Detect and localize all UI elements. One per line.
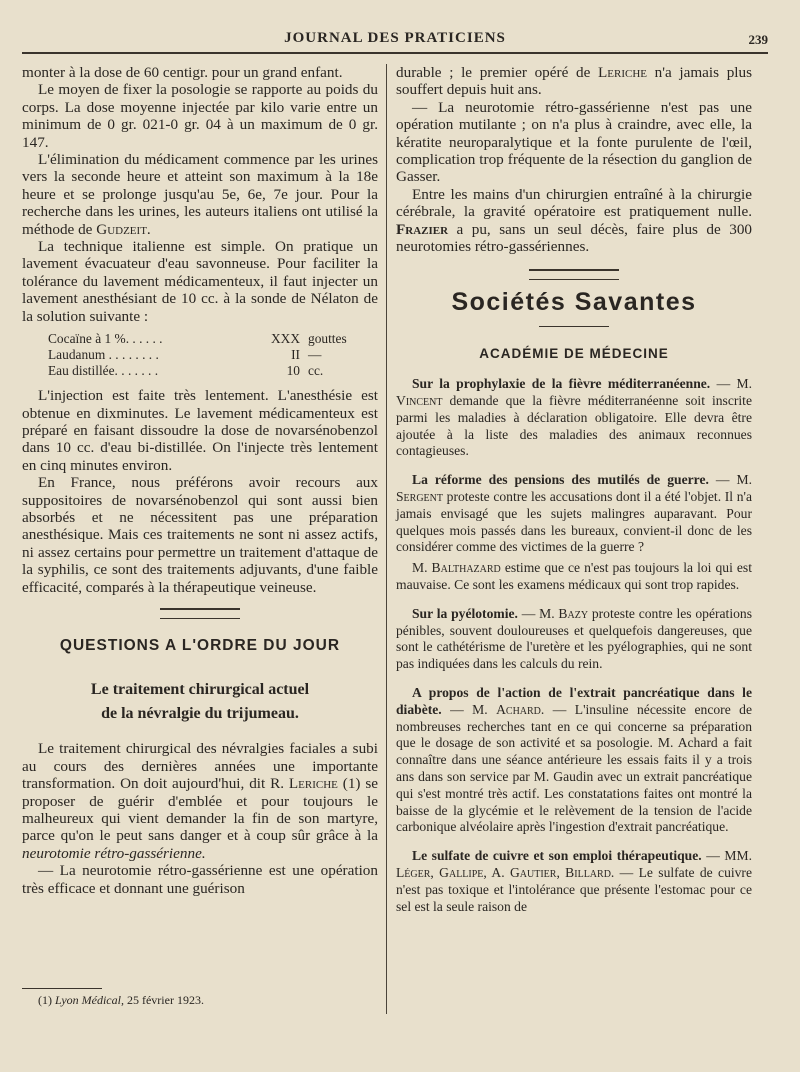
paragraph-text: (1) se proposer de guérir d'emblée et pour toujours le malheureux qui vient demander la fin de son martyre, parce qu'on le peut sans danger et à coup sûr grâce à la bbox=[22, 775, 379, 845]
speaker-name: Léger, Gallipe, A. Gautier, Billard. bbox=[396, 865, 615, 880]
header-rule bbox=[22, 52, 768, 54]
footnote-rule bbox=[22, 988, 102, 989]
footnote-marker: (1) bbox=[38, 993, 52, 1007]
journal-title: JOURNAL DES PRATICIENS bbox=[284, 30, 506, 46]
speaker-name: Vincent bbox=[396, 393, 443, 409]
author-name: Leriche bbox=[597, 64, 647, 81]
drug: Cocaïne à 1 %. . . . . . bbox=[48, 331, 163, 347]
paragraph: Le moyen de fixer la posologie se rapporte au poids du corps. La dose moyenne injectée par kilo varie entre un minimum de 0 gr. 021-0 gr. 04 à un maximum de 0 gr. 147. bbox=[22, 81, 378, 151]
proceeding-item bbox=[396, 606, 752, 673]
proceeding-item bbox=[396, 560, 752, 594]
unit: cc. bbox=[308, 363, 324, 379]
item-body: demande que la fièvre méditerranéenne soit inscrite parmi les maladies à déclaration obligatoire. Elle devra être ajoutée à la liste des maladies des animaux reconnues contagieuses. bbox=[396, 393, 752, 459]
item-lead: — M. bbox=[441, 701, 497, 717]
item-lead: — M. bbox=[710, 376, 752, 392]
paragraph-text: durable ; le premier opéré de bbox=[396, 64, 591, 81]
drug: Laudanum . . . . . . . . bbox=[48, 347, 159, 363]
ornament-rule bbox=[529, 269, 619, 280]
author-name: Leriche bbox=[288, 775, 338, 793]
item-lead: M. bbox=[412, 560, 432, 576]
item-title: Sur la pyélotomie. bbox=[412, 605, 518, 621]
item-title: Le sulfate de cuivre et son emploi thérapeutique. bbox=[412, 848, 702, 864]
author-name: Gudzeit. bbox=[96, 220, 151, 238]
section-title: Sociétés Savantes bbox=[451, 288, 697, 317]
paragraph bbox=[396, 186, 752, 256]
item-body: proteste contre les accusations dont il a été l'objet. Il n'a jamais envisagé que les sujets malingres auparavant. Pour quelques mois passés dans les bureaux, convient-il donc de les considérer comme des victimes de la guerre ? bbox=[396, 489, 752, 555]
paragraph: — La neurotomie rétro-gassérienne est une opération très efficace et donnant une guérison bbox=[22, 862, 378, 897]
formula-row bbox=[48, 331, 378, 347]
academy-heading: ACADÉMIE DE MÉDECINE bbox=[479, 345, 669, 361]
proceeding-item bbox=[396, 472, 752, 556]
item-body: — Le sulfate de cuivre n'est pas toxique et l'intolérance que présente l'estomac pour ce sel est la seule raison de bbox=[396, 865, 752, 914]
author-name: Frazier bbox=[396, 220, 449, 238]
paragraph: monter à la dose de 60 centigr. pour un grand enfant. bbox=[22, 64, 343, 81]
paragraph bbox=[396, 64, 752, 99]
drug: Eau distillée. . . . . . . bbox=[48, 363, 159, 379]
paragraph bbox=[22, 740, 378, 862]
article-title bbox=[22, 678, 378, 726]
item-lead: — M. bbox=[517, 605, 559, 621]
speaker-name: Sergent bbox=[396, 489, 443, 505]
ornament-rule bbox=[160, 608, 240, 619]
emphasis: neurotomie rétro-gassérienne. bbox=[22, 844, 206, 862]
running-header bbox=[22, 26, 768, 52]
page-number: 239 bbox=[748, 32, 768, 47]
speaker-name: Achard. bbox=[496, 701, 545, 717]
item-lead: — M. bbox=[708, 472, 752, 488]
right-column bbox=[396, 64, 752, 915]
title-rule bbox=[539, 326, 609, 327]
footnote-date: 25 février 1923. bbox=[126, 993, 204, 1007]
left-column bbox=[22, 64, 378, 897]
paragraph-text: Entre les mains d'un chirurgien entraîné à la chirurgie cérébrale, la gravité opératoire est pratiquement nulle. bbox=[396, 185, 752, 221]
paragraph bbox=[22, 151, 378, 238]
paragraph-text: a pu, sans un seul décès, faire plus de 300 neurotomies rétro-gassériennes. bbox=[396, 220, 753, 256]
paragraph: L'injection est faite très lentement. L'anesthésie est obtenue en dixminutes. Le lavement médicamenteux est préparé en faisant dissoudre la dose de novarsénobenzol dans 10 cc. d'eau bi-distillée. On l'injecte très lentement en cinq minutes environ. bbox=[22, 387, 378, 474]
proceeding-item bbox=[396, 685, 752, 836]
proceedings bbox=[396, 376, 752, 915]
section-title: QUESTIONS A L'ORDRE DU JOUR bbox=[59, 636, 341, 654]
column-divider bbox=[386, 64, 387, 1014]
footnote-source: Lyon Médical, bbox=[55, 993, 124, 1007]
formula-row bbox=[48, 363, 378, 379]
unit: — bbox=[308, 347, 322, 363]
paragraph-text: Le traitement chirurgical des névralgies faciales a subi au cours des dernières années une importante transformation. On doit aujourd'hui, dit R. bbox=[22, 740, 378, 793]
item-lead: — MM. bbox=[701, 848, 752, 864]
paragraph: La technique italienne est simple. On pratique un lavement évacuateur d'eau savonneuse. Pour faciliter la tolérance du lavement médicamenteux, il faut injecter un lavement anesthésiant de 10 cc. à la sonde de Nélaton de la solution suivante : bbox=[22, 238, 378, 325]
proceeding-item bbox=[396, 376, 752, 460]
article-title-line: de la névralgie du trijumeau. bbox=[101, 705, 299, 723]
proceeding-item bbox=[396, 848, 752, 915]
paragraph: — La neurotomie rétro-gassérienne n'est pas une opération mutilante ; on n'a plus à craindre, avec elle, la kératite neuroparalytique et la fonte purulente de l'œil, complication trop fréquente de la résection du ganglion de Gasser. bbox=[396, 98, 752, 186]
unit: gouttes bbox=[308, 331, 347, 347]
article-title-line: Le traitement chirurgical actuel bbox=[90, 681, 310, 699]
item-title: Sur la prophylaxie de la fièvre méditerranéenne. bbox=[412, 376, 711, 392]
item-body: — L'insuline nécessite encore de nombreuses recherches tant en ce qui concerne sa préparation que le dosage de son activité et sa posologie. M. Achard a fait connaître dans une séance antérieure les essais faits il y a trois ans dans son service par M. Gaudin avec un extrait pancréatique qui s'est montré très actif. Les constatations faites ont montré la baisse de la glycémie et le relèvement de la tension de l'acide carbonique alvéolaire après l'ingestion d'extrait pancréatique. bbox=[396, 701, 752, 835]
speaker-name: Balthazard bbox=[431, 560, 501, 576]
footnote bbox=[38, 993, 204, 1008]
paragraph: En France, nous préférons avoir recours aux suppositoires de novarsénobenzol qui sont aussi bien absorbés et ne nécessitent pas une préparation anesthésique. Mais ces traitements ne sont ni assez actifs, ni assez certains pour permettre un traitement d'attaque de la syphilis, ce sont des traitements adjuvants, d'une faible efficacité, comparés à la thérapeutique veineuse. bbox=[22, 474, 378, 596]
item-body: estime que ce n'est pas toujours la loi qui est mauvaise. Ce sont les examens médicaux qui sont trop rapides. bbox=[396, 560, 752, 593]
qty: XXX bbox=[270, 331, 300, 347]
formula-row bbox=[48, 347, 378, 363]
formula-table bbox=[48, 331, 378, 379]
paragraph-text: L'élimination du médicament commence par les urines vers la seconde heure et atteint son maximum à la 18e heure et se prolonge jusqu'au 5e, 6e, 7e jour. Pour la recherche dans les urines, les auteurs italiens ont utilisé la méthode de bbox=[22, 151, 378, 238]
item-title: A propos de l'action de l'extrait pancréatique dans le diabète. bbox=[396, 685, 752, 717]
speaker-name: Bazy bbox=[558, 605, 589, 621]
item-body: proteste contre les opérations pénibles, souvent douloureuses et quelquefois dangereuses, que sont le cathétérisme de l'uretère et les pyélographies, qui ne sont pas indiquées dans les calculs du rein. bbox=[396, 605, 752, 672]
qty: 10 bbox=[286, 363, 300, 379]
item-title: La réforme des pensions des mutilés de guerre. bbox=[412, 472, 709, 488]
paragraph-text: n'a jamais plus souffert depuis huit ans. bbox=[396, 64, 753, 99]
qty: II bbox=[291, 347, 300, 363]
